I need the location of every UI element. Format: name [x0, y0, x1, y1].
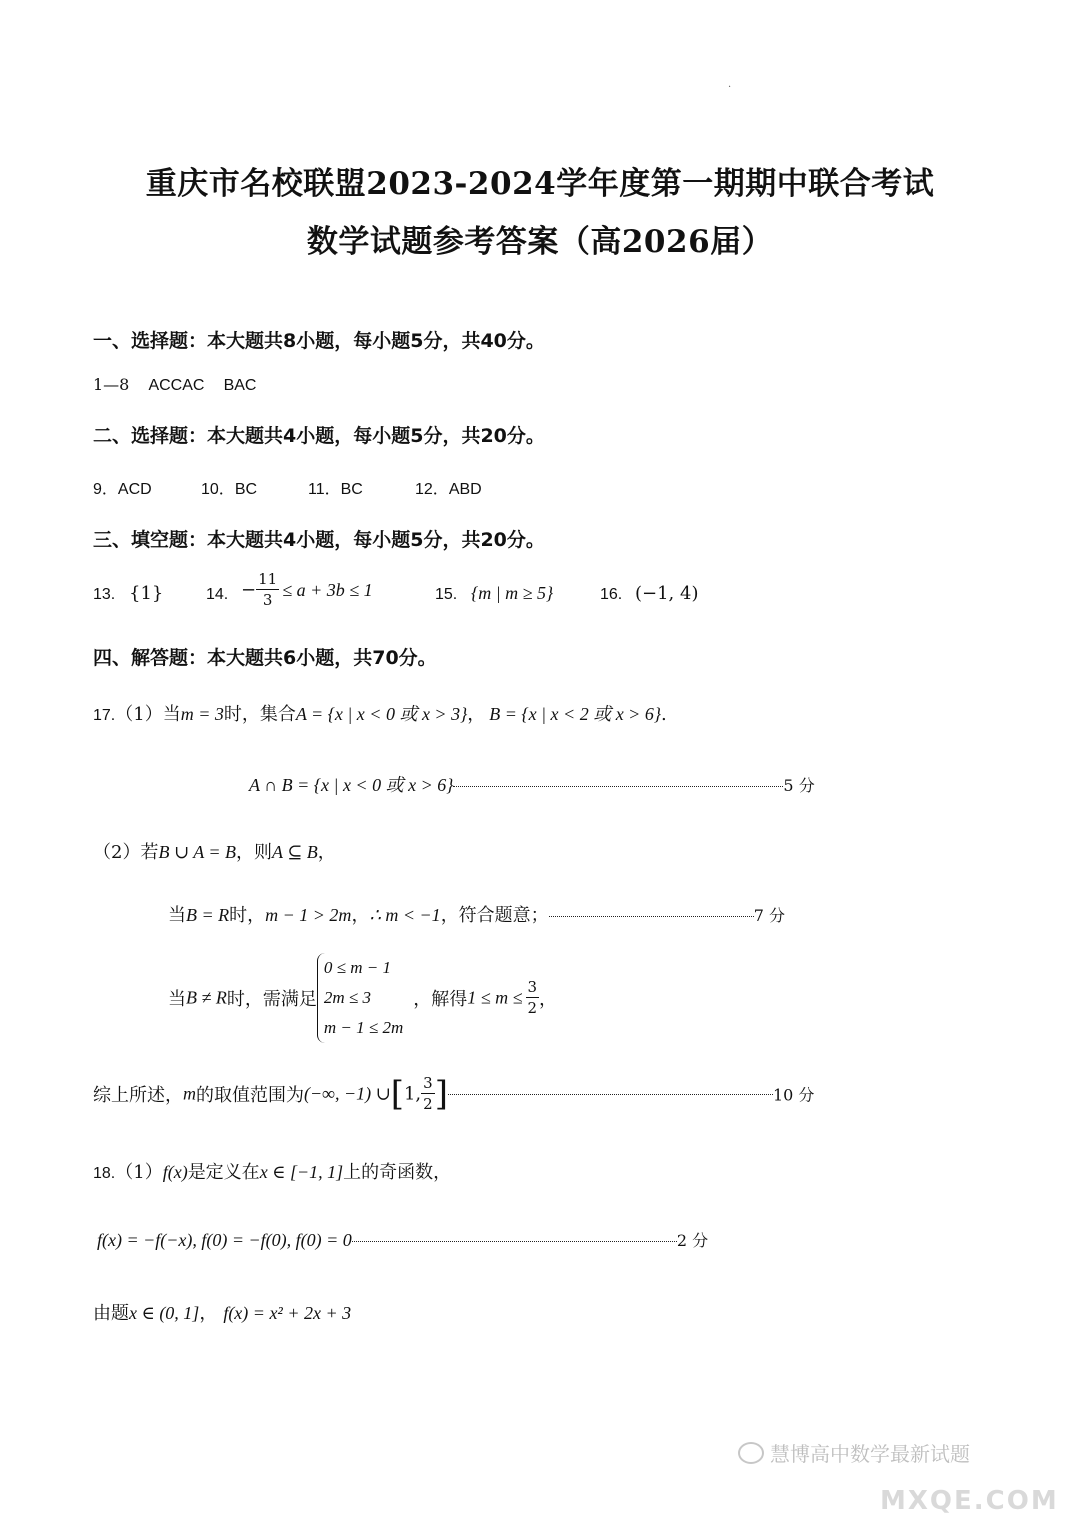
- score: 7 分: [753, 906, 785, 925]
- leader-dots: [453, 786, 783, 787]
- fraction: $\frac{3}{2}$: [527, 978, 538, 1017]
- score: 5 分: [783, 776, 815, 795]
- watermark: 慧博高中数学最新试题: [738, 1438, 970, 1467]
- fraction: $\frac{11}{3}$: [258, 570, 278, 609]
- q17-line-6: 综上所述，m的取值范围为(−∞, −1) ∪[1, $\frac{3}{2}$ ] 10 分: [93, 1074, 815, 1114]
- wechat-icon: [738, 1442, 764, 1464]
- q17-line-1: 17.（1）当m = 3时，集合A = {x | x < 0 或 x > 3}， B = {x | x < 2 或 x > 6}.: [93, 704, 667, 725]
- mc-range: 1—8: [93, 375, 130, 394]
- fill-13-number: 13.: [93, 586, 116, 603]
- q17-line-5: 当B ≠ R时，需满足 0 ≤ m − 1 2m ≤ 3 m − 1 ≤ 2m ，解得1 ≤ m ≤ $\frac{3}{2}$ ，: [168, 953, 557, 1043]
- mc-group-1: ACCAC: [148, 377, 205, 394]
- section-heading-2: 二、选择题：本大题共4小题，每小题5分，共20分。: [93, 425, 545, 447]
- section-heading-1: 一、选择题：本大题共8小题，每小题5分，共40分。: [93, 330, 545, 352]
- q18-line-1: 18.（1）f(x)是定义在x ∈ [−1, 1]上的奇函数，: [93, 1162, 452, 1183]
- section-heading-3: 三、填空题：本大题共4小题，每小题5分，共20分。: [93, 529, 545, 551]
- fill-15-answer: {m | m ≥ 5}: [471, 583, 554, 603]
- q18-line-3: 由题x ∈ (0, 1]， f(x) = x² + 2x + 3: [93, 1303, 352, 1324]
- score: 10 分: [772, 1085, 815, 1105]
- multi-answer-11: 11．BC: [308, 481, 363, 498]
- page-title: 重庆市名校联盟2023-2024学年度第一期期中联合考试: [145, 166, 935, 202]
- fill-15-number: 15.: [435, 586, 458, 603]
- fill-14-number: 14.: [206, 586, 229, 603]
- leader-dots: [549, 916, 754, 917]
- mc-group-2: BAC: [223, 377, 257, 394]
- q17-line-3: （2）若B ∪ A = B，则A ⊆ B，: [93, 842, 336, 863]
- fill-16-number: 16.: [600, 586, 623, 603]
- fill-13-answer: {1}: [129, 583, 164, 604]
- fill-answers: [93, 572, 793, 620]
- section-heading-4: 四、解答题：本大题共6小题，共70分。: [93, 647, 437, 669]
- fill-14-answer: − $\frac{11}{3}$ ≤ a + 3b ≤ 1: [241, 570, 373, 609]
- fraction: $\frac{3}{2}$: [423, 1074, 433, 1113]
- multi-answer-10: 10．BC: [201, 481, 258, 498]
- piecewise-system: 0 ≤ m − 1 2m ≤ 3 m − 1 ≤ 2m: [317, 953, 403, 1043]
- score: 2 分: [676, 1231, 709, 1250]
- leader-dots: [352, 1241, 677, 1242]
- multi-answer-9: 9．ACD: [93, 481, 152, 498]
- multi-answers: [93, 476, 482, 499]
- leader-dots: [448, 1094, 773, 1095]
- header-dot: ·: [728, 82, 732, 93]
- q17-line-2: A ∩ B = {x | x < 0 或 x > 6} 5 分: [249, 775, 815, 795]
- multi-answer-12: 12．ABD: [415, 481, 482, 498]
- q17-line-4: 当B = R时，m − 1 > 2m，∴ m < −1，符合题意； 7 分: [168, 905, 785, 926]
- fill-16-answer: (−1, 4): [635, 583, 699, 604]
- q18-line-2: f(x) = −f(−x), f(0) = −f(0), f(0) = 0 2 分: [97, 1230, 709, 1250]
- mc-answers: [93, 375, 256, 395]
- watermark-site: MXQE.COM: [880, 1486, 1059, 1516]
- page-subtitle: 数学试题参考答案（高2026届）: [306, 224, 774, 260]
